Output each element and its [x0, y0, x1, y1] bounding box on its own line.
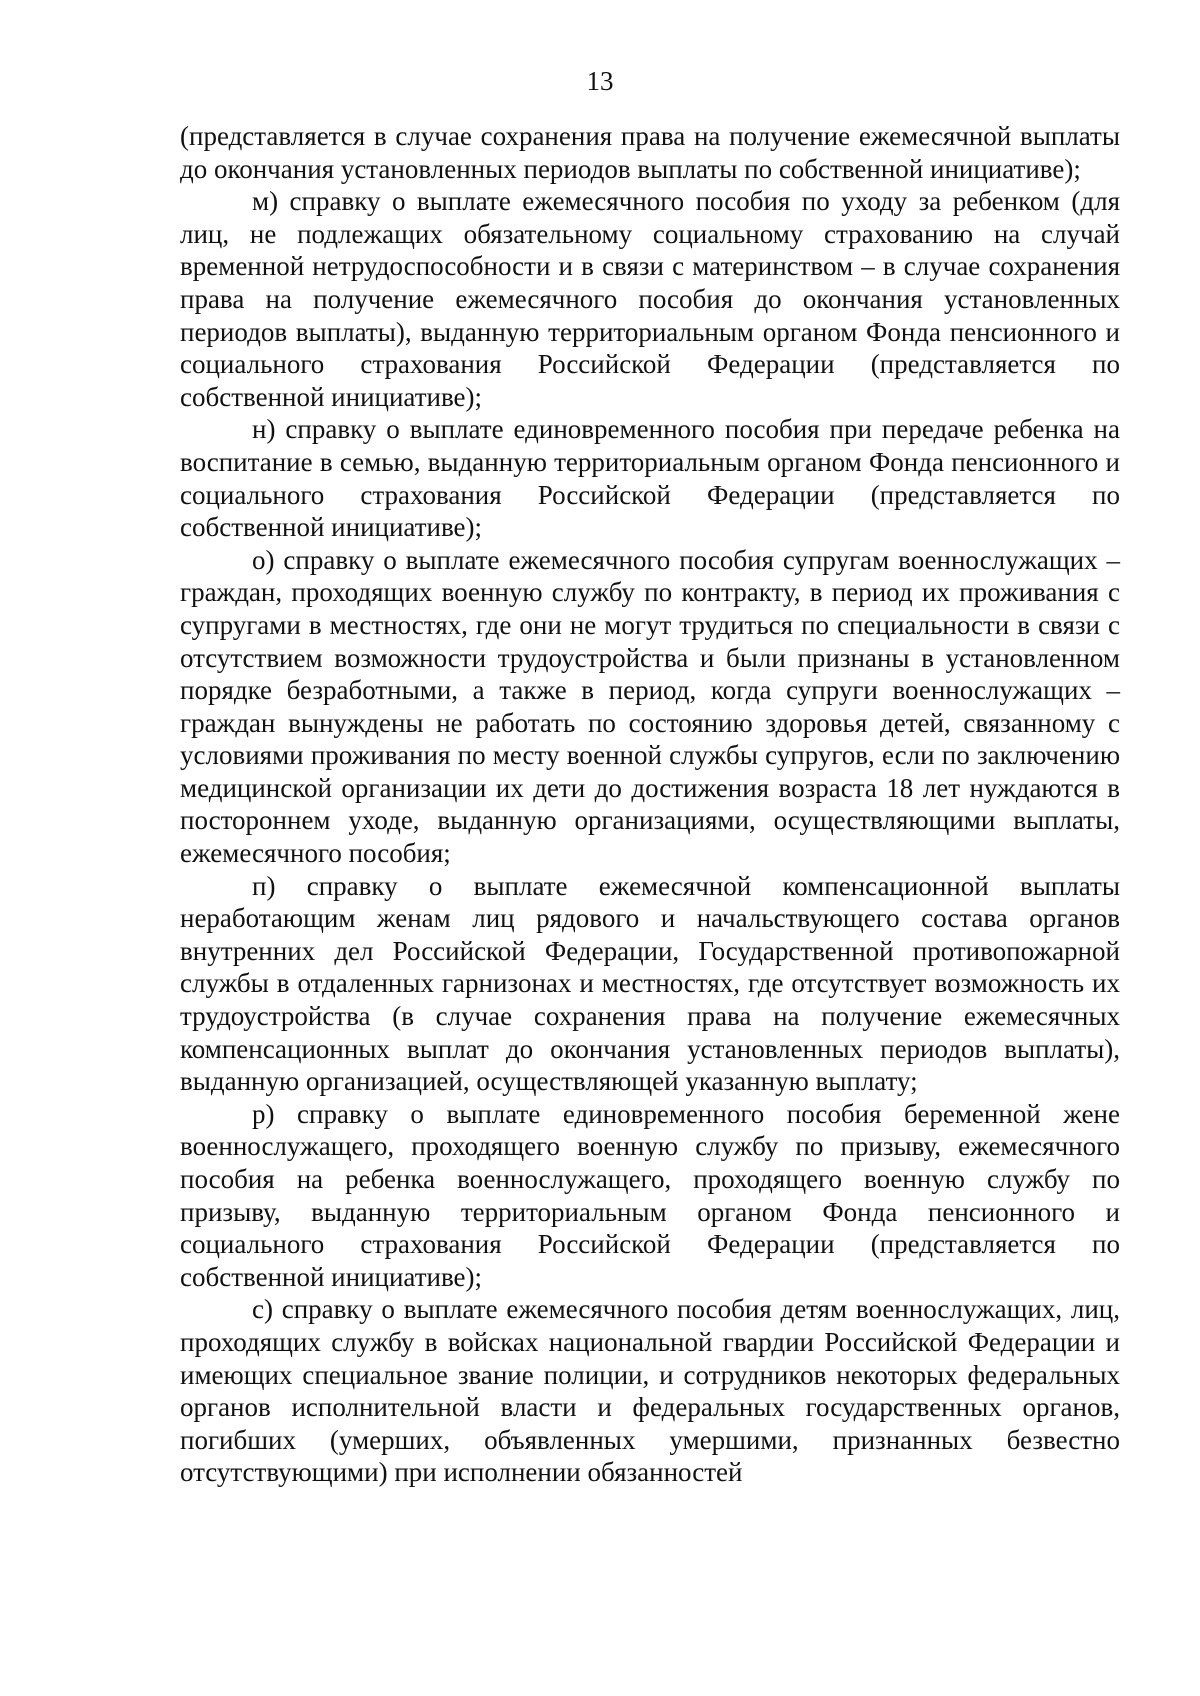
- page-number: 13: [586, 66, 614, 96]
- paragraph-s: с) справку о выплате ежемесячного пособия детям военнослужащих, лиц, проходящих службу в войсках национальной гвардии Российской Федерации и имеющих специальное звание полиции, и сотрудников некоторых федеральных органов исполнительной власти и федеральных государственных органов, погибших (умерших, объявленных умершими, признанных безвестно отсутствующими) при исполнении обязанностей: [180, 1294, 1120, 1488]
- document-body: [180, 120, 1120, 1489]
- paragraph-n: н) справку о выплате единовременного пособия при передаче ребенка на воспитание в семью, выданную территориальным органом Фонда пенсионного и социального страхования Российской Федерации (представляется по собственной инициативе);: [180, 414, 1120, 543]
- paragraph-r: р) справку о выплате единовременного пособия беременной жене военнослужащего, проходящего военную службу по призыву, ежемесячного пособия на ребенка военнослужащего, проходящего военную службу по призыву, выданную территориальным органом Фонда пенсионного и социального страхования Российской Федерации (представляется по собственной инициативе);: [180, 1098, 1120, 1292]
- paragraph-continuation: (представляется в случае сохранения права на получение ежемесячной выплаты до окончания установленных периодов выплаты по собственной инициативе);: [180, 121, 1120, 184]
- paragraph-p: п) справку о выплате ежемесячной компенсационной выплаты неработающим женам лиц рядового и начальствующего состава органов внутренних дел Российской Федерации, Государственной противопожарной службы в отдаленных гарнизонах и местностях, где отсутствует возможность их трудоустройства (в случае сохранения права на получение ежемесячных компенсационных выплат до окончания установленных периодов выплаты), выданную организацией, осуществляющей указанную выплату;: [180, 870, 1120, 1097]
- paragraph-o: о) справку о выплате ежемесячного пособия супругам военнослужащих – граждан, проходящих военную службу по контракту, в период их проживания с супругами в местностях, где они не могут трудиться по специальности в связи с отсутствием возможности трудоустройства и были признаны в установленном порядке безработными, а также в период, когда супруги военнослужащих – граждан вынуждены не работать по состоянию здоровья детей, связанному с условиями проживания по месту военной службы супругов, если по заключению медицинской организации их дети до достижения возраста 18 лет нуждаются в постороннем уходе, выданную организациями, осуществляющими выплаты, ежемесячного пособия;: [180, 544, 1120, 869]
- paragraph-m: м) справку о выплате ежемесячного пособия по уходу за ребенком (для лиц, не подлежащих обязательному социальному страхованию на случай временной нетрудоспособности и в связи с материнством – в случае сохранения права на получение ежемесячного пособия до окончания установленных периодов выплаты), выданную территориальным органом Фонда пенсионного и социального страхования Российской Федерации (представляется по собственной инициативе);: [180, 186, 1120, 412]
